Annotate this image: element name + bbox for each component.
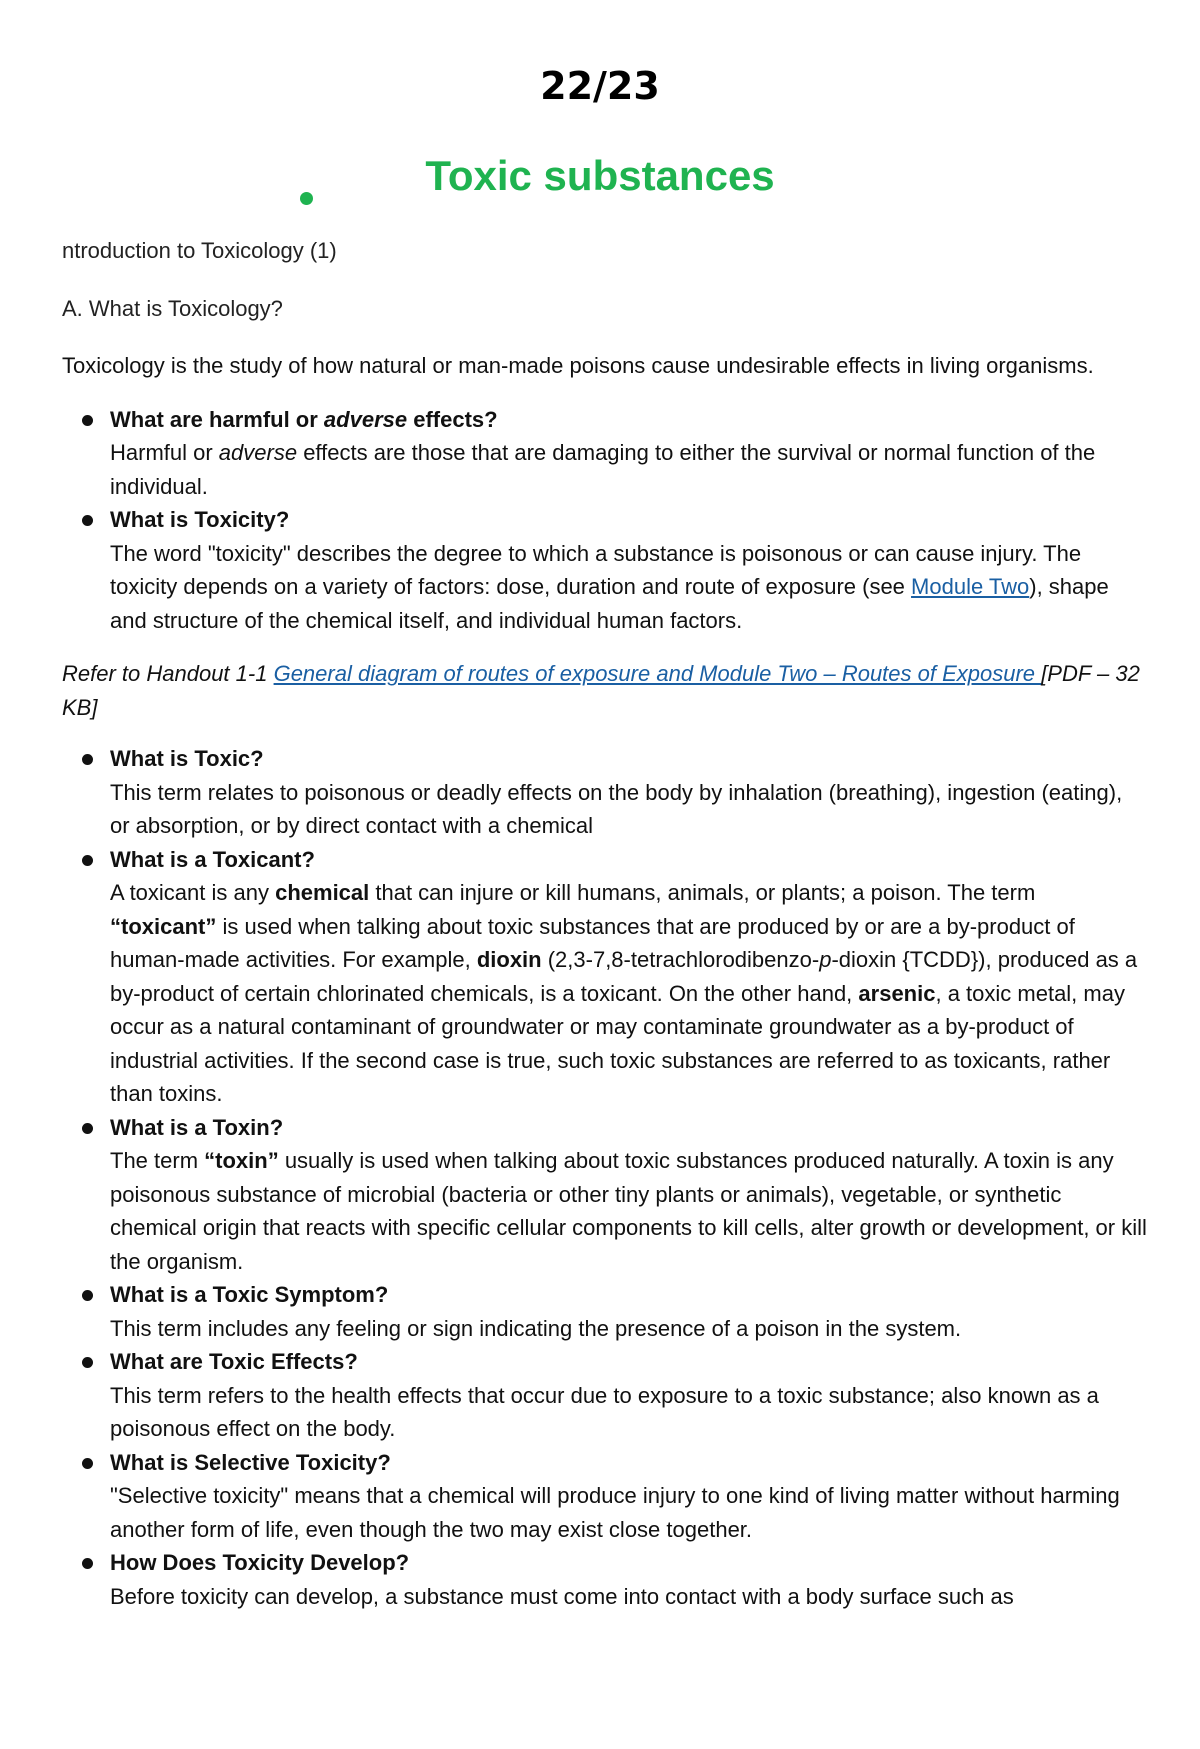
bullet-icon: [82, 855, 93, 866]
list-item-toxin: [62, 1111, 1147, 1279]
list-item-toxic: [62, 742, 1147, 843]
bullet-icon: [82, 1290, 93, 1301]
question-toxic: What is Toxic?: [110, 746, 264, 771]
question-toxicity: What is Toxicity?: [110, 507, 290, 532]
question-toxicity-develop: How Does Toxicity Develop?: [110, 1550, 410, 1575]
answer-toxicity-develop: Before toxicity can develop, a substance must come into contact with a body surface such as: [110, 1583, 1014, 1609]
answer-toxic-effects: This term refers to the health effects that occur due to exposure to a toxic substance; also known as a poisonous effect on the body.: [110, 1382, 1099, 1441]
list-item-toxicant: [62, 843, 1147, 1111]
question-toxic-symptom: What is a Toxic Symptom?: [110, 1282, 389, 1307]
bullet-icon: [82, 1123, 93, 1134]
intro-heading: ntroduction to Toxicology (1): [62, 238, 337, 263]
answer-adverse-effects: Harmful or adverse effects are those that are damaging to either the survival or normal function of the individual.: [110, 440, 1096, 499]
answer-selective-toxicity: "Selective toxicity" means that a chemical will produce injury to one kind of living matter without harming another form of life, even though the two may exist close together.: [110, 1483, 1120, 1542]
list-item-toxicity-develop: [62, 1546, 1147, 1613]
definition-list-1: [62, 403, 1147, 638]
section-heading: A. What is Toxicology?: [62, 295, 283, 321]
question-toxic-effects: What are Toxic Effects?: [110, 1349, 358, 1374]
question-selective-toxicity: What is Selective Toxicity?: [110, 1449, 391, 1475]
module-two-link[interactable]: Module Two: [911, 574, 1030, 599]
bullet-icon: [82, 515, 93, 526]
question-toxin: What is a Toxin?: [110, 1114, 284, 1140]
question-adverse-effects: What are harmful or adverse effects?: [110, 406, 498, 432]
bullet-icon: [82, 1357, 93, 1368]
bullet-icon: [82, 415, 93, 426]
answer-toxic-symptom: This term includes any feeling or sign indicating the presence of a poison in the system.: [110, 1315, 962, 1341]
list-item-selective-toxicity: [62, 1446, 1147, 1547]
list-item-adverse-effects: [62, 403, 1147, 504]
bullet-icon: [82, 1558, 93, 1569]
answer-toxic: This term relates to poisonous or deadly effects on the body by inhalation (breathing), ingestion (eating), or absorption, or by direct contact with a chemical: [110, 779, 1123, 838]
handout-reference: Refer to Handout 1-1 General diagram of routes of exposure and Module Two – Routes of Exposure [PDF – 32 KB]: [62, 661, 1140, 720]
answer-toxicity: The word "toxicity" describes the degree to which a substance is poisonous or can cause injury. The toxicity depends on a variety of factors: dose, duration and route of exposure (see Module Two), shape and structure of the chemical itself, and individual human factors.: [110, 540, 1109, 633]
definition-list-2: [62, 742, 1147, 1613]
answer-toxicant: A toxicant is any chemical that can injure or kill humans, animals, or plants; a poison. The term “toxicant” is used when talking about toxic substances that are produced by or are a by-product of human-made activities. For example, dioxin (2,3-7,8-tetrachlorodibenzo-p-dioxin {TCDD}), produced as a by-product of certain chlorinated chemicals, is a toxicant. On the other hand, arsenic, a toxic metal, may occur as a natural contaminant of groundwater or may contaminate groundwater as a by-product of industrial activities. If the second case is true, such toxic substances are referred to as toxicants, rather than toxins.: [110, 880, 1138, 1106]
question-toxicant: What is a Toxicant?: [110, 846, 315, 872]
list-item-toxic-effects: [62, 1345, 1147, 1446]
bullet-icon: [82, 754, 93, 765]
document-title: Toxic substances: [425, 152, 775, 199]
answer-toxin: The term “toxin” usually is used when talking about toxic substances produced naturally. A toxin is any poisonous substance of microbial (bacteria or other tiny plants or animals), vegetable, or synthetic chemical origin that reacts with specific cellular components to kill cells, alter growth or development, or kill the organism.: [110, 1148, 1147, 1274]
list-item-toxic-symptom: [62, 1278, 1147, 1345]
routes-of-exposure-link[interactable]: General diagram of routes of exposure and Module Two – Routes of Exposure: [273, 661, 1042, 686]
bullet-icon: [82, 1458, 93, 1469]
document-year: 22/23: [540, 64, 660, 108]
toxicology-definition: Toxicology is the study of how natural or man-made poisons cause undesirable effects in living organisms.: [62, 353, 1094, 378]
list-item-toxicity: [62, 503, 1147, 637]
document-body: [62, 234, 1147, 1633]
